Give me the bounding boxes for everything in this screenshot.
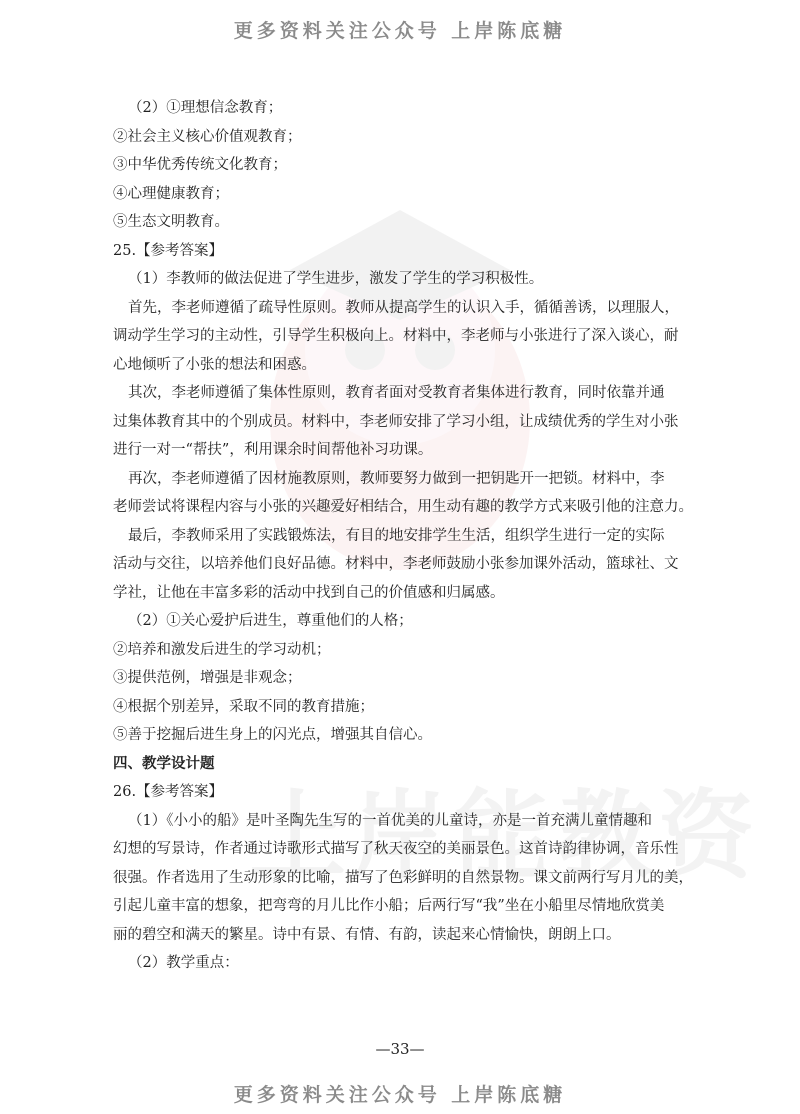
text-line: （2）①关心爱护后进生，尊重他们的人格； [128,613,413,629]
text-line: （1）李教师的做法促进了学生进步，激发了学生的学习积极性。 [128,271,544,287]
text-line: 很强。作者选用了生动形象的比喻，描写了色彩鲜明的自然景物。课文前两行写月儿的美， [113,869,693,886]
text-line: （2）教学重点： [128,955,239,971]
text-line: 26.【参考答案】 [113,784,224,800]
text-line: 老师尝试将课程内容与小张的兴趣爱好相结合，用生动有趣的教学方式来吸引他的注意力。 [113,499,693,515]
text-line: 引起儿童丰富的想象，把弯弯的月儿比作小船；后两行写“我”坐在小船里尽情地欣赏美 [113,898,665,914]
text-line: 丽的碧空和满天的繁星。诗中有景、有情、有韵，读起来心情愉快，朗朗上口。 [113,926,621,943]
text-line: ⑤生态文明教育。 [113,214,229,230]
text-line: ④根据个别差异，采取不同的教育措施； [113,698,374,715]
text-line: （2）①理想信念教育； [128,100,283,116]
text-line: ③提供范例，增强是非观念； [113,670,302,686]
footer-banner: 更多资料关注公众号 上岸陈底糖 [233,1084,567,1106]
text-line: 调动学生学习的主动性，引导学生积极向上。材料中，李老师与小张进行了深入谈心，耐 [113,328,679,344]
text-line: 再次，李老师遵循了因材施教原则，教师要努力做到一把钥匙开一把锁。材料中，李 [128,470,665,487]
text-line: 首先，李老师遵循了疏导性原则。教师从提高学生的认识入手，循循善诱，以理服人， [128,299,679,316]
text-line: ⑤善于挖掘后进生身上的闪光点，增强其自信心。 [113,727,432,743]
document-body [113,94,713,978]
text-line: 活动与交往，以培养他们良好品德。材料中，李老师鼓励小张参加课外活动，篮球社、文 [113,556,679,572]
text-line: 过集体教育其中的个别成员。材料中，李老师安排了学习小组，让成绩优秀的学生对小张 [113,413,679,430]
text-line: 学社，让他在丰富多彩的活动中找到自己的价值感和归属感。 [113,584,505,601]
text-line: ②社会主义核心价值观教育； [113,128,302,145]
text-line: 其次，李老师遵循了集体性原则，教育者面对受教育者集体进行教育，同时依靠并通 [128,385,665,401]
text-line: （1）《小小的船》是叶圣陶先生写的一首优美的儿童诗，亦是一首充满儿童情趣和 [128,812,652,829]
text-line: 进行一对一“帮扶”，利用课余时间帮他补习功课。 [113,442,433,458]
text-line: 最后，李教师采用了实践锻炼法，有目的地安排学生生活，组织学生进行一定的实际 [128,527,665,544]
text-line: ④心理健康教育； [113,185,229,202]
text-line: 心地倾听了小张的想法和困惑。 [113,356,316,373]
section-heading: 四、教学设计题 [113,754,215,772]
text-line: 25.【参考答案】 [113,242,224,259]
text-line: 幻想的写景诗，作者通过诗歌形式描写了秋天夜空的美丽景色。这首诗韵律协调，音乐性 [113,841,679,857]
page-number: —33— [375,1040,425,1058]
text-line: ③中华优秀传统文化教育； [113,157,287,173]
header-banner: 更多资料关注公众号 上岸陈底糖 [233,20,567,42]
text-line: ②培养和激发后进生的学习动机； [113,641,331,658]
